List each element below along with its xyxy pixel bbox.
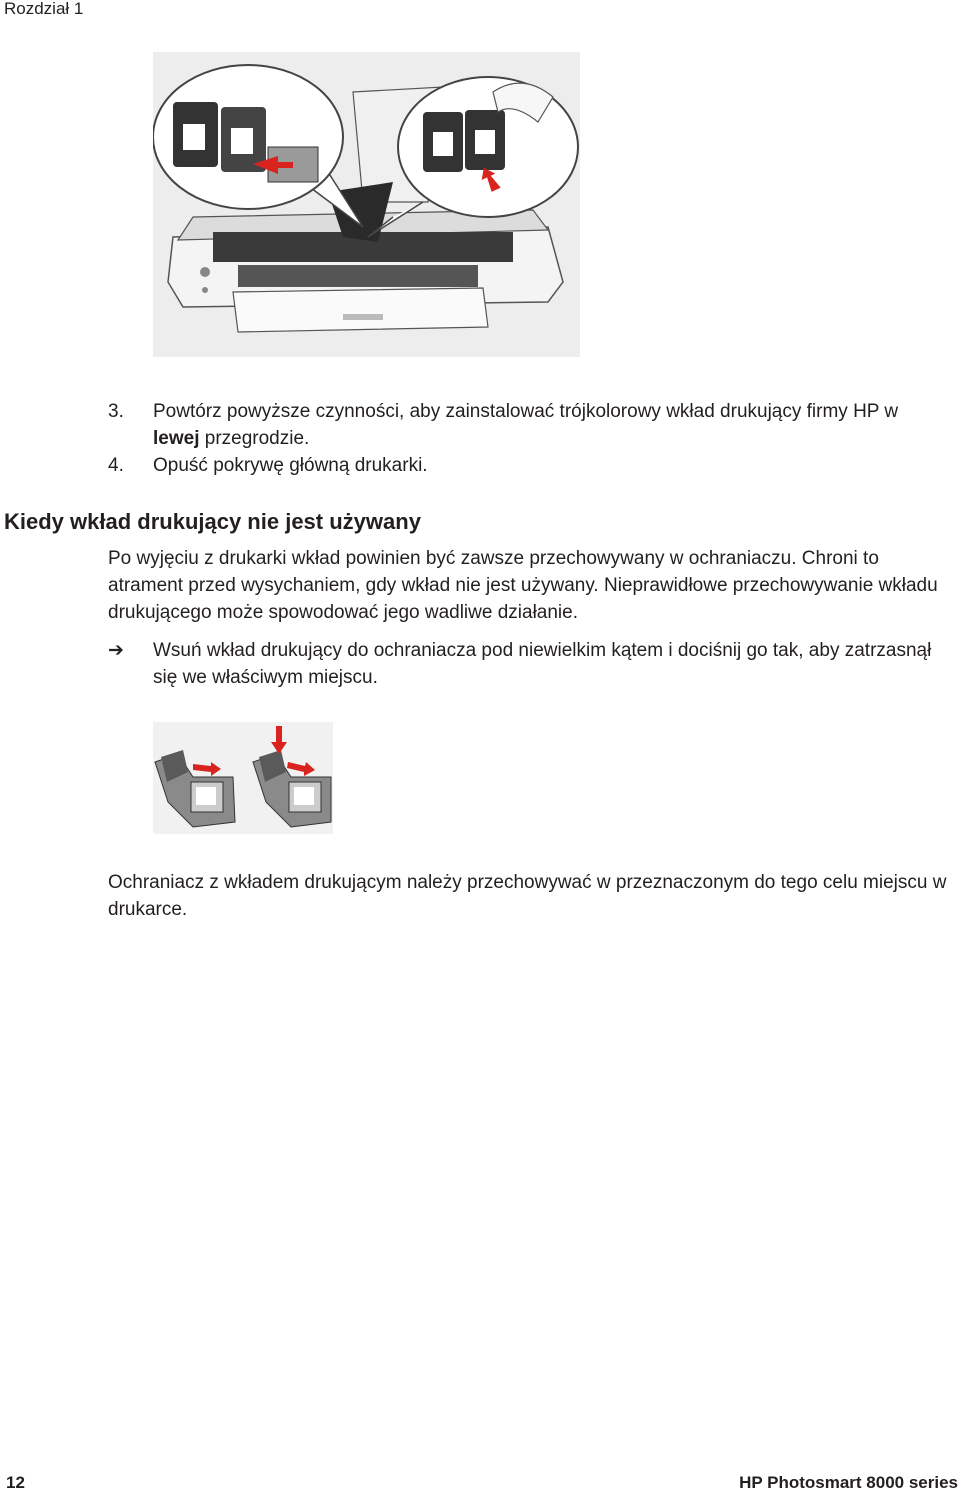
emphasis-text: lewej <box>153 428 200 449</box>
step-list <box>108 398 928 479</box>
step-3 <box>108 398 928 452</box>
arrow-bullet-icon: ➔ <box>108 640 124 661</box>
step-number: 3. <box>108 401 124 422</box>
page-number: 12 <box>6 1473 25 1492</box>
tip-item <box>108 637 958 691</box>
chapter-header: Rozdział 1 <box>4 0 84 18</box>
section-paragraph: Po wyjęciu z drukarki wkład powinien być zawsze przechowywany w ochraniaczu. Chroni to atrament przed wysychaniem, gdy wkład nie jest używany. Nieprawidłowe przechowywanie wkładu drukującego może spowodować jego wadliwe działanie. <box>108 548 938 623</box>
step-text: Powtórz powyższe czynności, aby zainstalować trójkolorowy wkład drukujący firmy HP w lewej przegrodzie. <box>153 401 899 449</box>
section-heading: Kiedy wkład drukujący nie jest używany <box>4 509 421 534</box>
step-4 <box>108 452 928 479</box>
step-text: Opuść pokrywę główną drukarki. <box>153 455 428 476</box>
step-number: 4. <box>108 455 124 476</box>
product-name: HP Photosmart 8000 series <box>739 1473 958 1492</box>
printer-cartridge-install-illustration <box>153 52 580 357</box>
storage-note: Ochraniacz z wkładem drukującym należy przechowywać w przeznaczonym do tego celu miejscu w drukarce. <box>108 872 947 920</box>
tip-text: Wsuń wkład drukujący do ochraniacza pod niewielkim kątem i dociśnij go tak, aby zatrzasnął się we właściwym miejscu. <box>153 640 932 688</box>
cartridge-protector-illustration <box>153 722 333 834</box>
